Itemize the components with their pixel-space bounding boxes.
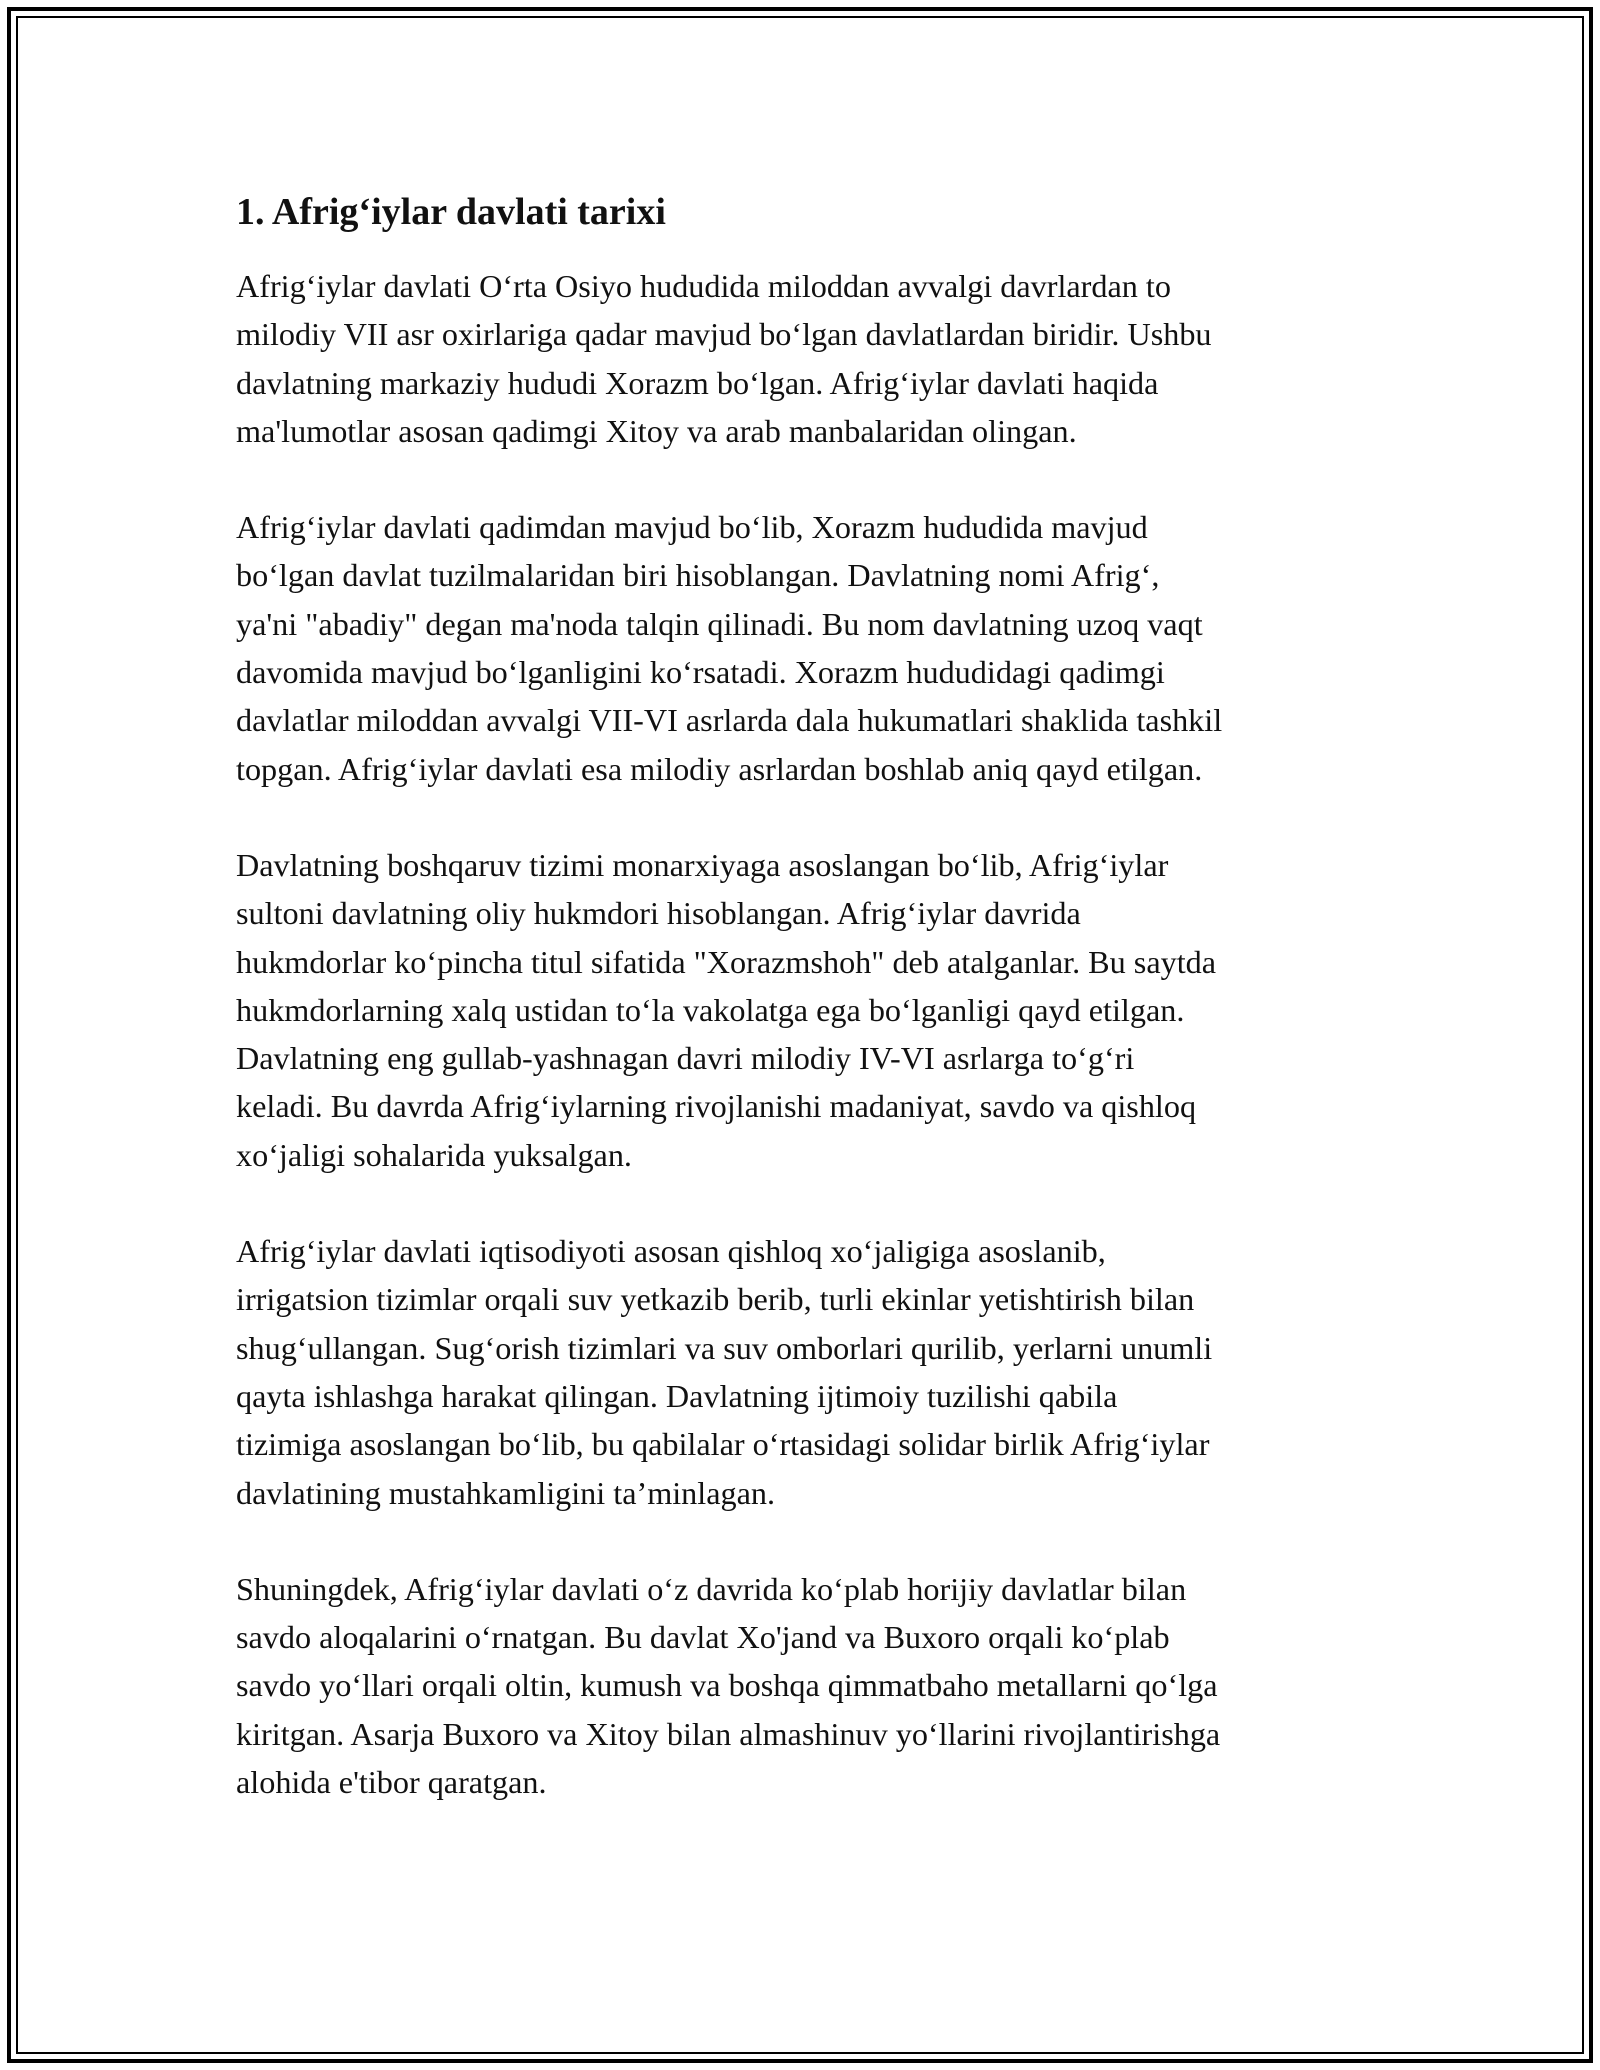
paragraph-line: topgan. Afrig‘iylar davlati esa milodiy asrlardan boshlab aniq qayd etilgan. <box>236 750 1203 787</box>
paragraph-line: xo‘jaligi sohalarida yuksalgan. <box>236 1136 632 1173</box>
paragraph-line: savdo aloqalarini o‘rnatgan. Bu davlat Xo'jand va Buxoro orqali ko‘plab <box>236 1619 1170 1656</box>
paragraph-line: hukmdorlarning xalq ustidan to‘la vakolatga ega bo‘lganligi qayd etilgan. <box>236 991 1185 1028</box>
paragraph-line: Afrig‘iylar davlati qadimdan mavjud bo‘lib, Xorazm hududida mavjud <box>236 509 1148 546</box>
paragraph-5 <box>236 1565 1376 1806</box>
paragraph-line: shug‘ullangan. Sug‘orish tizimlari va suv omborlari qurilib, yerlarni unumli <box>236 1329 1213 1366</box>
paragraph-2 <box>236 503 1376 793</box>
paragraph-line: keladi. Bu davrda Afrig‘iylarning rivojlanishi madaniyat, savdo va qishloq <box>236 1088 1197 1125</box>
paragraph-line: hukmdorlar ko‘pincha titul sifatida "Xorazmshoh" deb atalganlar. Bu saytda <box>236 943 1217 980</box>
paragraph-line: ma'lumotlar asosan qadimgi Xitoy va arab manbalaridan olingan. <box>236 412 1077 449</box>
paragraph-line: alohida e'tibor qaratgan. <box>236 1764 547 1801</box>
paragraph-4 <box>236 1227 1376 1517</box>
paragraph-line: davlatlar miloddan avvalgi VII-VI asrlarda dala hukumatlari shaklida tashkil <box>236 702 1223 739</box>
paragraph-line: davomida mavjud bo‘lganligini ko‘rsatadi. Xorazm hududidagi qadimgi <box>236 654 1165 691</box>
paragraph-line: davlatning markaziy hududi Xorazm bo‘lgan. Afrig‘iylar davlati haqida <box>236 364 1159 401</box>
paragraph-line: Afrig‘iylar davlati O‘rta Osiyo hududida miloddan avvalgi davrlardan to <box>236 268 1171 304</box>
document-title: 1. Afrig‘iylar davlati tarixi <box>236 191 666 233</box>
paragraph-line: Afrig‘iylar davlati iqtisodiyoti asosan qishloq xo‘jaligiga asoslanib, <box>236 1233 1106 1270</box>
paragraph-1 <box>236 262 1376 455</box>
paragraph-line: Shuningdek, Afrig‘iylar davlati o‘z davrida ko‘plab horijiy davlatlar bilan <box>236 1570 1187 1607</box>
paragraph-line: savdo yo‘llari orqali oltin, kumush va boshqa qimmatbaho metallarni qo‘lga <box>236 1667 1218 1704</box>
paragraph-line: tizimiga asoslangan bo‘lib, bu qabilalar o‘rtasidagi solidar birlik Afrig‘iylar <box>236 1426 1210 1463</box>
paragraph-line: Davlatning boshqaruv tizimi monarxiyaga asoslangan bo‘lib, Afrig‘iylar <box>236 846 1169 883</box>
paragraph-line: davlatining mustahkamligini ta’minlagan. <box>236 1474 776 1511</box>
paragraph-line: kiritgan. Asarja Buxoro va Xitoy bilan almashinuv yo‘llarini rivojlantirishga <box>236 1715 1221 1752</box>
paragraph-line: Davlatning eng gullab-yashnagan davri milodiy IV-VI asrlarga to‘g‘ri <box>236 1040 1135 1077</box>
paragraph-line: bo‘lgan davlat tuzilmalaridan biri hisoblangan. Davlatning nomi Afrig‘, <box>236 557 1160 594</box>
paragraph-line: sultoni davlatning oliy hukmdori hisoblangan. Afrig‘iylar davrida <box>236 895 1081 932</box>
document-body <box>236 186 1376 1854</box>
paragraph-line: qayta ishlashga harakat qilingan. Davlatning ijtimoiy tuzilishi qabila <box>236 1377 1118 1414</box>
paragraph-line: irrigatsion tizimlar orqali suv yetkazib berib, turli ekinlar yetishtirish bilan <box>236 1281 1195 1318</box>
paragraph-line: milodiy VII asr oxirlariga qadar mavjud bo‘lgan davlatlardan biridir. Ushbu <box>236 316 1212 353</box>
paragraph-line: ya'ni "abadiy" degan ma'noda talqin qilinadi. Bu nom davlatning uzoq vaqt <box>236 605 1203 642</box>
paragraph-3 <box>236 841 1376 1179</box>
